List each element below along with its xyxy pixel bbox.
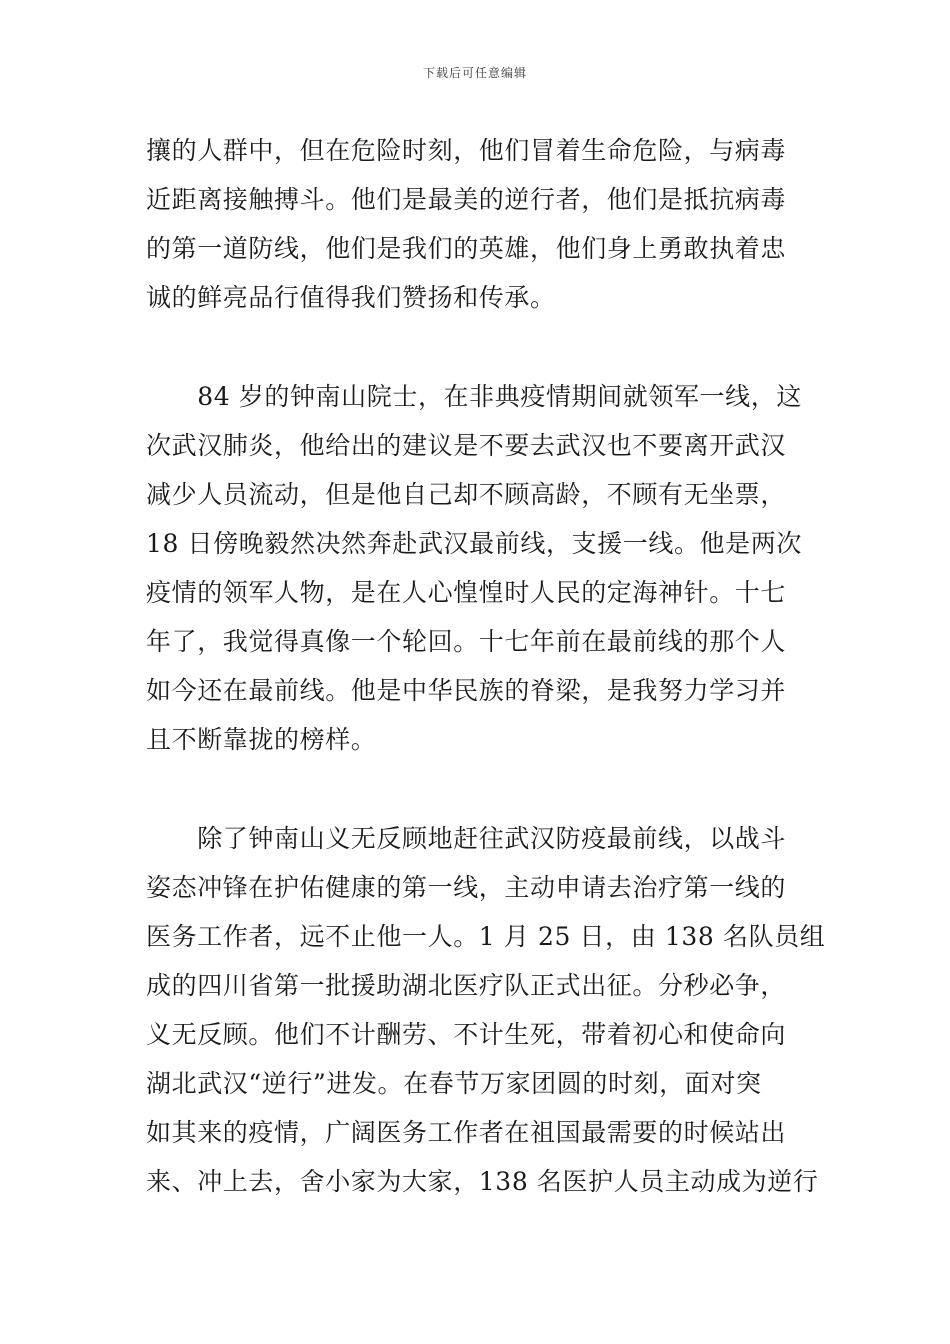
text-line: 的第一道防线，他们是我们的英雄，他们身上勇敢执着忠 [146, 234, 787, 263]
text-line: 医务工作者，远不止他一人。1 月 25 日，由 138 名队员组 [146, 922, 826, 951]
text-line: 年了，我觉得真像一个轮回。十七年前在最前线的那个人 [146, 627, 787, 656]
text-line: 湖北武汉“逆行”进发。在春节万家团圆的时刻，面对突 [146, 1069, 762, 1098]
text-line: 义无反顾。他们不计酬劳、不计生死，带着初心和使命向 [146, 1020, 787, 1049]
text-line: 减少人员流动，但是他自己却不顾高龄，不顾有无坐票， [146, 480, 787, 509]
text-line: 疫情的领军人物，是在人心惶惶时人民的定海神针。十七 [146, 578, 787, 607]
text-line: 来、冲上去，舍小家为大家，138 名医护人员主动成为逆行 [146, 1167, 819, 1196]
paragraph-1 [146, 126, 814, 322]
paragraph-gap [146, 764, 814, 814]
text-line: 如今还在最前线。他是中华民族的脊梁，是我努力学习并 [146, 676, 787, 705]
text-line: 姿态冲锋在护佑健康的第一线，主动申请去治疗第一线的 [146, 873, 787, 902]
text-line: 近距离接触搏斗。他们是最美的逆行者，他们是抵抗病毒 [146, 185, 787, 214]
text-line: 18 日傍晚毅然决然奔赴武汉最前线，支援一线。他是两次 [146, 529, 802, 558]
text-line: 84 岁的钟南山院士，在非典疫情期间就领军一线，这 [146, 382, 802, 411]
text-line: 攘的人群中，但在危险时刻，他们冒着生命危险，与病毒 [146, 136, 787, 165]
text-line: 除了钟南山义无反顾地赶往武汉防疫最前线，以战斗 [146, 824, 787, 853]
text-line: 如其来的疫情，广阔医务工作者在祖国最需要的时候站出 [146, 1118, 787, 1147]
text-line: 次武汉肺炎，他给出的建议是不要去武汉也不要离开武汉 [146, 431, 787, 460]
text-line: 成的四川省第一批援助湖北医疗队正式出征。分秒必争， [146, 971, 787, 1000]
document-body [146, 126, 826, 1206]
paragraph-2 [146, 372, 814, 764]
header-note: 下载后可任意编辑 [422, 66, 527, 80]
text-line: 诚的鲜亮品行值得我们赞扬和传承。 [146, 283, 556, 312]
paragraph-gap [146, 322, 814, 372]
text-line: 且不断靠拢的榜样。 [146, 725, 377, 754]
paragraph-3 [146, 814, 826, 1206]
